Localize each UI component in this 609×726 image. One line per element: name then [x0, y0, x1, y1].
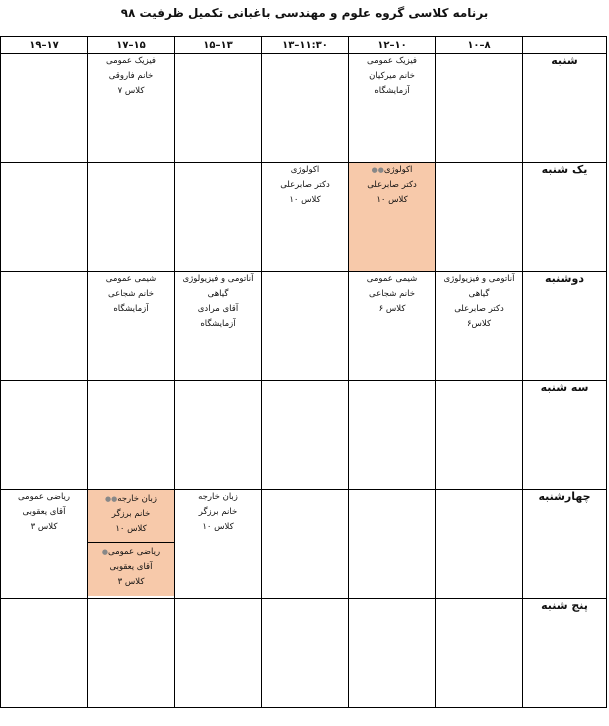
cell-thu-10 [349, 598, 436, 707]
course-name: اکولوژی [290, 165, 320, 176]
class-mon-8 [436, 272, 523, 381]
day-thursday: پنج شنبه [523, 598, 607, 707]
class-sat-10 [349, 54, 436, 163]
room: کلاس ۷ [117, 86, 145, 97]
cell-tue-8 [436, 381, 523, 490]
time-slot-13-15: ۱۳–۱۵ [175, 37, 262, 54]
cell-tue-13 [175, 381, 262, 490]
course-name: زبان خارجه [198, 492, 238, 503]
instructor: خانم شجاعی [108, 289, 154, 300]
room: کلاس ۱۰ [289, 195, 321, 206]
cell-sat-8 [436, 54, 523, 163]
instructor: دکتر صابرعلی [280, 180, 330, 191]
day-wednesday: چهارشنبه [523, 490, 607, 599]
instructor: دکتر صابرعلی [367, 180, 417, 191]
day-tuesday: سه شنبه [523, 381, 607, 490]
day-saturday: شنبه [523, 54, 607, 163]
room: آزمایشگاه [200, 319, 236, 330]
cell-sat-13 [175, 54, 262, 163]
mark-icon: ● [101, 548, 108, 557]
room: آزمایشگاه [374, 86, 410, 97]
class-mon-15 [88, 272, 175, 381]
room: کلاس ۱۰ [115, 524, 147, 535]
cell-sun-15 [88, 163, 175, 272]
cell-wed-10 [349, 490, 436, 599]
course-title: اکولوژی [383, 165, 413, 176]
time-slot-15-17: ۱۵–۱۷ [88, 37, 175, 54]
class-mon-13 [175, 272, 262, 381]
room: کلاس ۱۰ [202, 522, 234, 533]
cell-wed-8 [436, 490, 523, 599]
class-wed-17 [1, 490, 88, 599]
course-title: ریاضی عمومی [108, 547, 161, 558]
class-sun-10 [349, 163, 436, 272]
time-slot-1130-13: ۱۱:۳۰–۱۳ [262, 37, 349, 54]
course-name [349, 163, 435, 178]
course-name: آناتومی و فیزیولوژی [443, 274, 515, 285]
mark-icon: ●● [371, 166, 384, 175]
instructor: خانم میرکیان [369, 71, 415, 82]
course-name-cont: گیاهی [468, 289, 490, 300]
row-tuesday [1, 381, 607, 490]
page-title: برنامه کلاسی گروه علوم و مهندسی باغبانی تکمیل ظرفیت ۹۸ [120, 6, 489, 20]
instructor: خانم فاروقی [108, 71, 154, 82]
room: کلاس ۳ [30, 522, 58, 533]
room: کلاس ۳ [117, 577, 145, 588]
row-monday [1, 272, 607, 381]
course-title: زبان خارجه [117, 494, 157, 505]
class-sat-15 [88, 54, 175, 163]
course-name: فیزیک عمومی [366, 56, 417, 67]
cell-mon-17 [1, 272, 88, 381]
time-slot-10-12: ۱۰–۱۲ [349, 37, 436, 54]
corner-cell [523, 37, 607, 54]
cell-thu-13 [175, 598, 262, 707]
cell-thu-15 [88, 598, 175, 707]
cell-mon-1130 [262, 272, 349, 381]
cell-wed-1130 [262, 490, 349, 599]
instructor: خانم شجاعی [369, 289, 415, 300]
class-mon-10 [349, 272, 436, 381]
instructor: آقای یعقوبی [22, 507, 66, 518]
instructor: آقای یعقوبی [109, 562, 153, 573]
cell-tue-1130 [262, 381, 349, 490]
cell-tue-17 [1, 381, 88, 490]
row-thursday [1, 598, 607, 707]
course-name [88, 492, 174, 507]
cell-sat-1130 [262, 54, 349, 163]
cell-wed-15 [88, 490, 175, 599]
course-name: فیزیک عمومی [105, 56, 156, 67]
course-name: شیمی عمومی [105, 274, 157, 285]
instructor: خانم برزگر [111, 509, 151, 520]
instructor: خانم برزگر [198, 507, 238, 518]
cell-sat-17 [1, 54, 88, 163]
course-name: آناتومی و فیزیولوژی [182, 274, 254, 285]
cell-thu-17 [1, 598, 88, 707]
class-wed-13 [175, 490, 262, 599]
instructor: دکتر صابرعلی [454, 304, 504, 315]
day-monday: دوشنبه [523, 272, 607, 381]
cell-sun-8 [436, 163, 523, 272]
day-sunday: یک شنبه [523, 163, 607, 272]
class-wed-15-b [88, 543, 174, 596]
row-saturday [1, 54, 607, 163]
cell-thu-8 [436, 598, 523, 707]
mark-icon: ●● [105, 495, 118, 504]
instructor: آقای مرادی [197, 304, 239, 315]
cell-thu-1130 [262, 598, 349, 707]
header-row [1, 37, 607, 54]
time-slot-8-10: ۸–۱۰ [436, 37, 523, 54]
cell-tue-10 [349, 381, 436, 490]
class-sun-1130 [262, 163, 349, 272]
class-wed-15-a [88, 490, 174, 543]
schedule-table [0, 36, 607, 708]
room: کلاس ۶ [378, 304, 406, 315]
cell-sun-17 [1, 163, 88, 272]
time-slot-17-19: ۱۷–۱۹ [1, 37, 88, 54]
row-sunday [1, 163, 607, 272]
course-name: ریاضی عمومی [17, 492, 71, 503]
room: کلاس۶ [466, 319, 492, 330]
course-name [88, 545, 174, 560]
room: آزمایشگاه [113, 304, 149, 315]
room: کلاس ۱۰ [376, 195, 408, 206]
cell-sun-13 [175, 163, 262, 272]
course-name: شیمی عمومی [366, 274, 418, 285]
row-wednesday [1, 490, 607, 599]
course-name-cont: گیاهی [207, 289, 229, 300]
cell-tue-15 [88, 381, 175, 490]
